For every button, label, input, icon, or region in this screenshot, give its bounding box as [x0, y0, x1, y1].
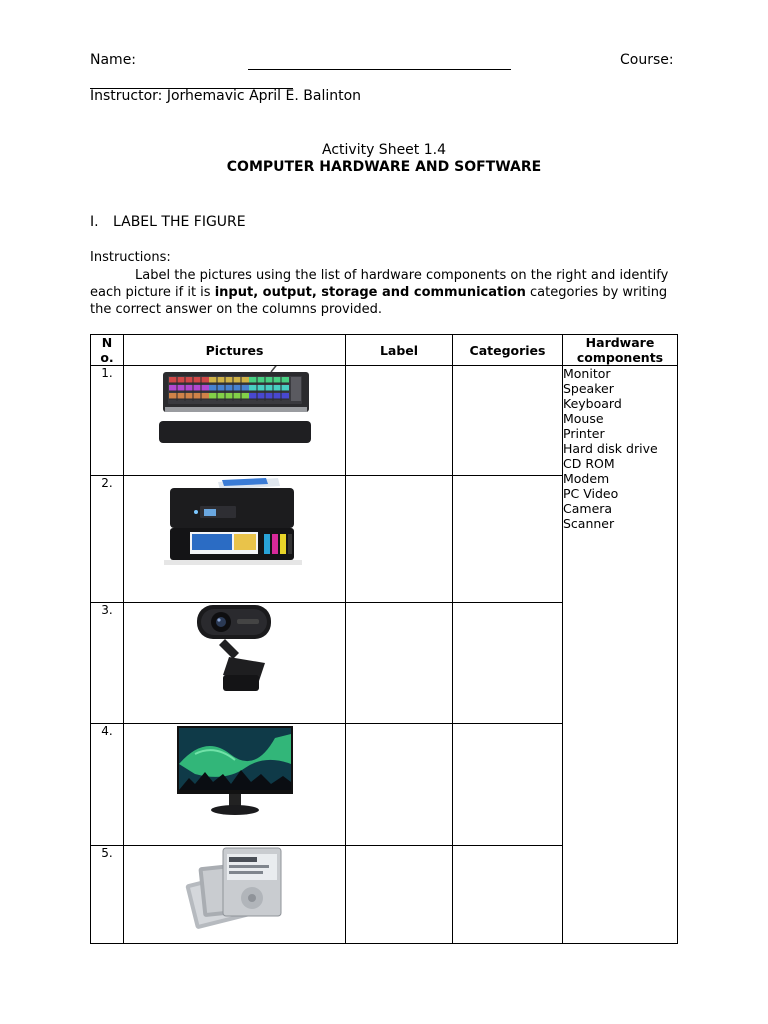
list-item: Speaker [563, 381, 614, 396]
category-answer-cell[interactable] [453, 366, 563, 476]
picture-cell [124, 366, 346, 476]
section-heading [90, 214, 246, 230]
picture-cell [124, 846, 346, 944]
picture-cell [124, 603, 346, 724]
table-row [91, 366, 678, 476]
keyboard-image [155, 366, 315, 448]
picture-cell [124, 724, 346, 846]
row-number: 4. [91, 724, 124, 846]
row-number: 1. [91, 366, 124, 476]
name-blank-line[interactable] [248, 69, 511, 70]
course-label: Course: [620, 52, 674, 68]
category-answer-cell[interactable] [453, 476, 563, 603]
label-answer-cell[interactable] [346, 476, 453, 603]
list-item: Mouse [563, 411, 604, 426]
list-item: Scanner [563, 516, 615, 531]
list-item: PC Video [563, 486, 619, 501]
printer-image [160, 476, 310, 568]
instructions-text [90, 267, 680, 318]
list-item: Monitor [563, 366, 611, 381]
list-item: Hard disk drive [563, 441, 658, 456]
label-answer-cell[interactable] [346, 724, 453, 846]
webcam-image [195, 603, 275, 695]
section-number: I. [90, 214, 99, 230]
hardware-table [90, 334, 678, 944]
header-no: No. [91, 335, 124, 366]
monitor-image [175, 724, 295, 820]
hard-disk-drives-image [183, 846, 287, 932]
list-item: Modem [563, 471, 610, 486]
row-number: 2. [91, 476, 124, 603]
instructor-name: Instructor: Jorhemavic April E. Balinton [90, 88, 362, 104]
header-pictures: Pictures [124, 335, 346, 366]
instructions-heading: Instructions: [90, 250, 171, 265]
picture-cell [124, 476, 346, 603]
instructions-text-before: Label the pictures using the list of hardware components on the right and identify each picture if it is [90, 268, 669, 300]
header-categories: Categories [453, 335, 563, 366]
header-hardware-components: Hardware components [563, 335, 678, 366]
name-label: Name: [90, 52, 137, 68]
label-answer-cell[interactable] [346, 366, 453, 476]
table-header-row [91, 335, 678, 366]
label-answer-cell[interactable] [346, 846, 453, 944]
category-answer-cell[interactable] [453, 603, 563, 724]
category-answer-cell[interactable] [453, 846, 563, 944]
category-answer-cell[interactable] [453, 724, 563, 846]
list-item: Camera [563, 501, 613, 516]
hardware-components-list [563, 366, 678, 944]
row-number: 5. [91, 846, 124, 944]
section-title: LABEL THE FIGURE [113, 214, 246, 230]
activity-sheet-title: Activity Sheet 1.4 [322, 142, 446, 158]
list-item: CD ROM [563, 456, 615, 471]
header-label: Label [346, 335, 453, 366]
row-number: 3. [91, 603, 124, 724]
instructions-text-after: categories by writing the correct answer on the columns provided. [90, 285, 668, 317]
instructions-text-bold: input, output, storage and communication [214, 285, 526, 300]
list-item: Printer [563, 426, 605, 441]
label-answer-cell[interactable] [346, 603, 453, 724]
activity-sheet-subtitle: COMPUTER HARDWARE AND SOFTWARE [226, 159, 542, 175]
list-item: Keyboard [563, 396, 622, 411]
